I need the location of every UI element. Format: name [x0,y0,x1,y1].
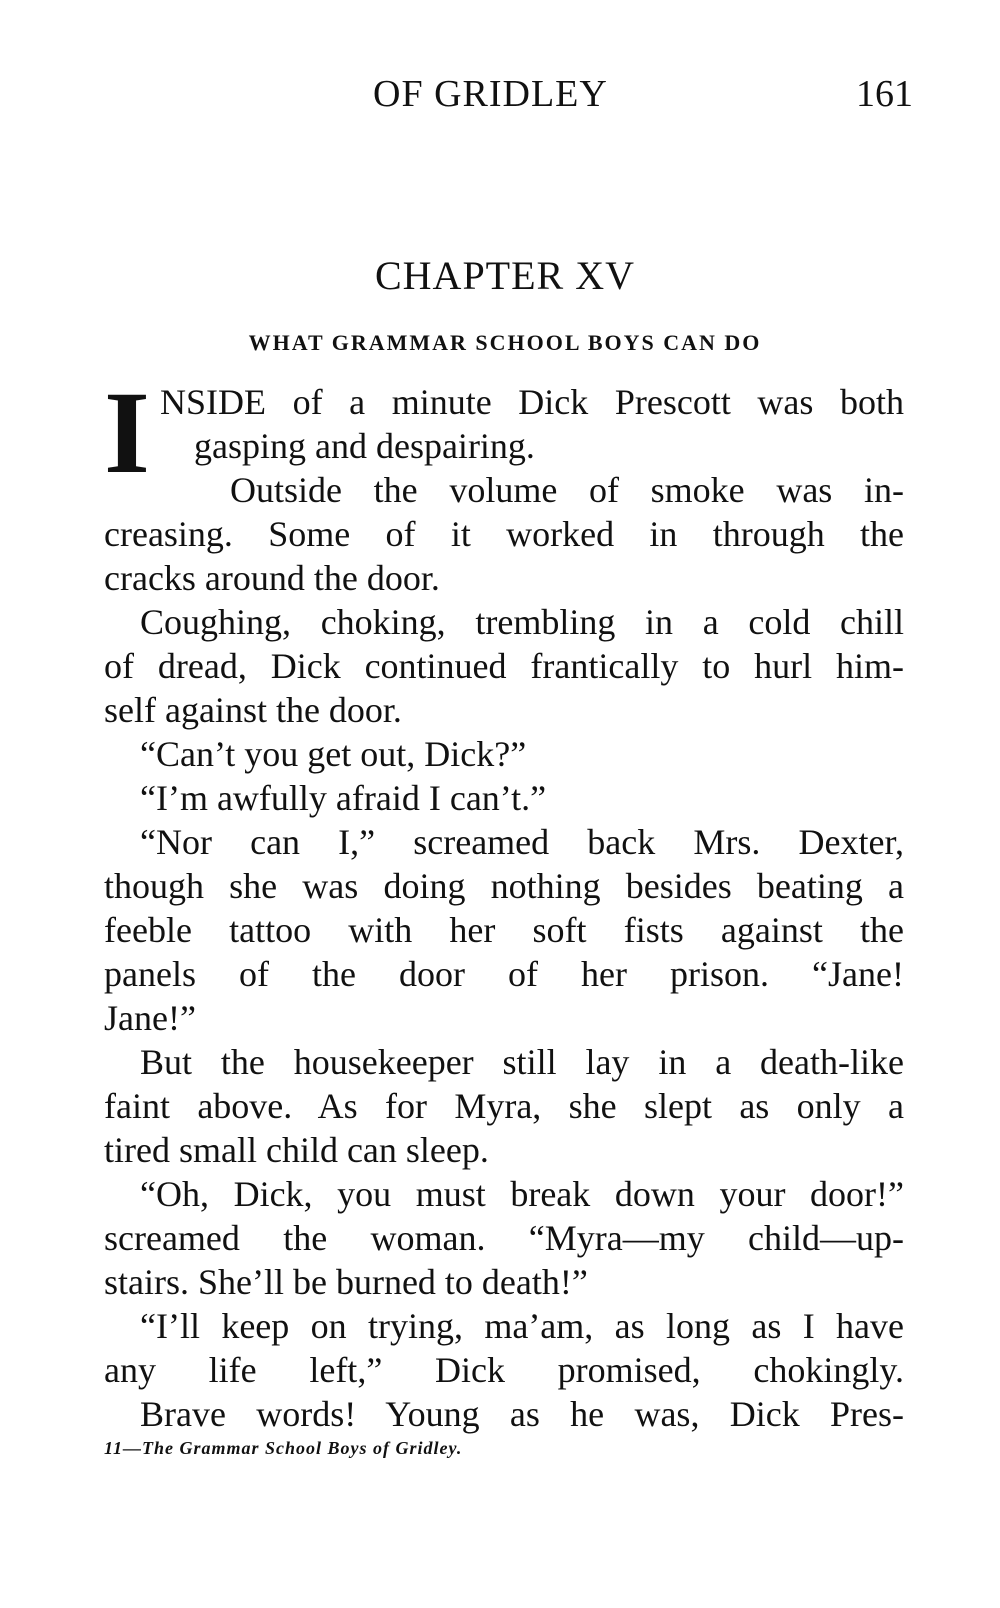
text-line: “Can’t you get out, Dick?” [140,734,527,774]
text-line: faint above. As for Myra, she slept as only a [104,1086,904,1126]
chapter-subtitle: WHAT GRAMMAR SCHOOL BOYS CAN DO [248,330,762,355]
chapter-title: CHAPTER XV [374,253,636,298]
running-header [0,72,1000,120]
drop-cap: I [104,367,150,498]
text-line: “Oh, Dick, you must break down your door!” [140,1174,904,1214]
text-line: Outside the volume of smoke was in- [230,470,904,510]
text-line: Brave words! Young as he was, Dick Pres- [140,1394,904,1434]
text-line: stairs. She’ll be burned to death!” [104,1262,588,1302]
body-text [104,380,904,1436]
page-number: 161 [856,73,913,115]
text-line: Jane!” [104,998,196,1038]
text-line: “I’m awfully afraid I can’t.” [140,778,547,818]
text-line: any life left,” Dick promised, chokingly. [104,1350,904,1390]
text-line: self against the door. [104,690,402,730]
text-line: tired small child can sleep. [104,1130,489,1170]
text-line: “Nor can I,” screamed back Mrs. Dexter, [140,822,904,862]
text-line: Coughing, choking, trembling in a cold chill [140,602,904,642]
text-line: gasping and despairing. [194,426,535,466]
text-line: panels of the door of her prison. “Jane! [104,954,904,994]
text-line: screamed the woman. “Myra—my child—up- [104,1218,904,1258]
text-line: NSIDE of a minute Dick Prescott was both [160,382,904,422]
text-line: of dread, Dick continued frantically to hurl him- [104,646,904,686]
footer-signature: 11—The Grammar School Boys of Gridley. [104,1438,463,1458]
text-line: cracks around the door. [104,558,440,598]
text-line: But the housekeeper still lay in a death-like [140,1042,904,1082]
text-line: though she was doing nothing besides beating a [104,866,904,906]
text-line: feeble tattoo with her soft fists against the [104,910,904,950]
text-line: creasing. Some of it worked in through the [104,514,904,554]
text-line: “I’ll keep on trying, ma’am, as long as I have [140,1306,904,1346]
running-title: OF GRIDLEY [373,73,608,115]
